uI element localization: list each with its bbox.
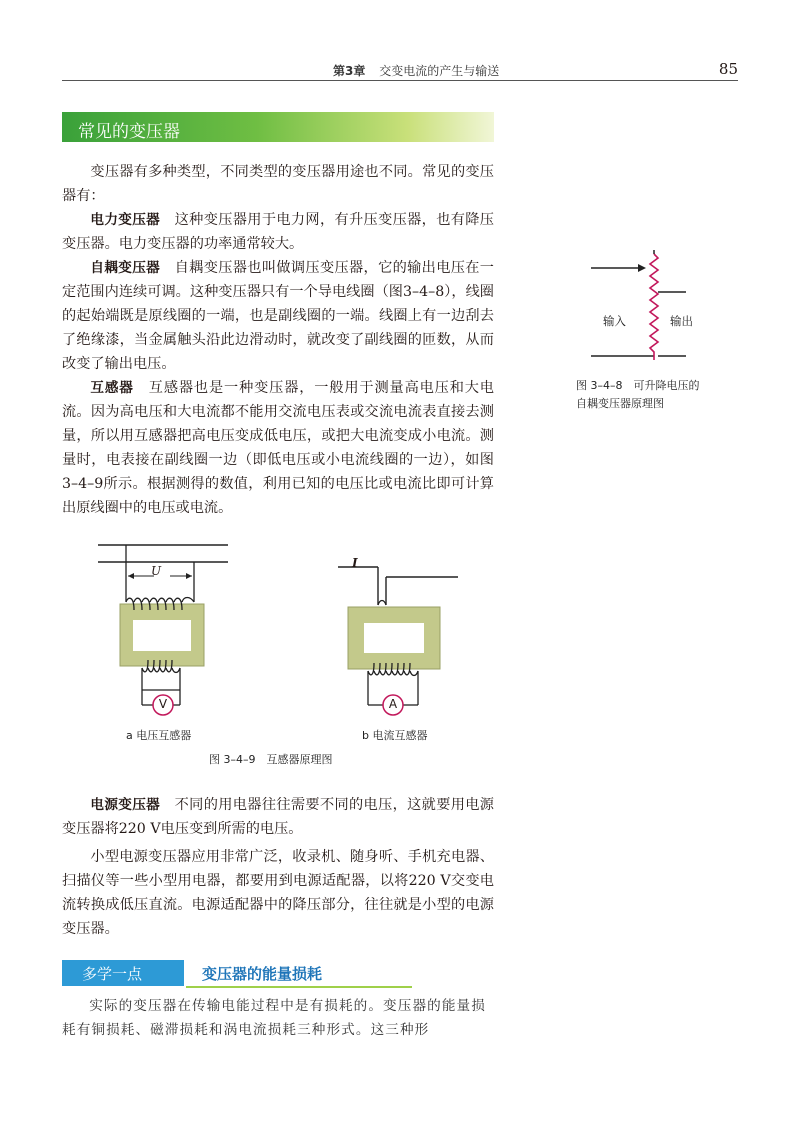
section-title: 常见的变压器 (78, 122, 180, 142)
body-text-lower (62, 793, 494, 941)
caption-3-4-8-line2: 自耦变压器原理图 (576, 397, 664, 410)
paragraph-instrument-text: 互感器也是一种变压器，一般用于测量高电压和大电流。因为高电压和大电流都不能用交流电压表或交流电流表直接去测量，所以用互感器把高电压变成低电压，或把大电流变成小电流。测量时，电表接在副线圈一边（即低电压或小电流线圈的一边），如图3–4–9所示。根据测得的数值，利用已知的电压比或电流比即可计算出原线圈中的电压或电流。 (62, 380, 494, 516)
label-input: 输入 (603, 314, 626, 328)
caption-figure-3-4-9: 图 3–4–9 互感器原理图 (209, 753, 333, 766)
sidebar-title: 变压器的能量损耗 (202, 965, 323, 983)
keyword-power-supply-transformer: 电源变压器 (90, 797, 161, 813)
sidebar-text (62, 994, 494, 1042)
header-divider (62, 80, 738, 81)
sidebar-paragraph: 实际的变压器在传输电能过程中是有损耗的。变压器的能量损耗有铜损耗、磁滞损耗和涡电流损耗三种形式。这三种形 (62, 998, 486, 1038)
chapter-title: 交变电流的产生与输送 (379, 64, 500, 78)
paragraph-power-text: 这种变压器用于电力网，有升压变压器，也有降压变压器。电力变压器的功率通常较大。 (62, 212, 494, 252)
keyword-power-transformer: 电力变压器 (90, 212, 161, 228)
subcaption-voltage-transformer: a 电压互感器 (126, 729, 192, 742)
paragraph-small: 小型电源变压器应用非常广泛，收录机、随身听、手机充电器、扫描仪等一些小型用电器，都要用到电源适配器，以将220 V交变电流转换成低压直流。电源适配器中的降压部分，往往就是小型的电源变压器。 (62, 849, 494, 937)
subcaption-current-transformer: b 电流互感器 (362, 729, 428, 742)
keyword-instrument-transformer: 互感器 (90, 380, 134, 396)
figure-voltage-transformer (98, 540, 233, 720)
page-number: 85 (718, 60, 738, 78)
figure-current-transformer (338, 555, 463, 720)
paragraph-instrument (62, 376, 494, 520)
figure-autotransformer-diagram (576, 250, 726, 365)
sidebar-tag-label: 多学一点 (82, 965, 143, 983)
paragraph-intro: 变压器有多种类型，不同类型的变压器用途也不同。常见的变压器有： (62, 164, 494, 204)
sidebar-title-bar (186, 960, 412, 988)
voltmeter-symbol: V (158, 697, 168, 711)
paragraph-power (62, 208, 494, 256)
paragraph-supply (62, 793, 494, 841)
paragraph-supply-text: 不同的用电器往往需要不同的电压，这就要用电源变压器将220 V电压变到所需的电压。 (62, 797, 494, 837)
caption-3-4-8-line1: 图 3–4–8 可升降电压的 (576, 379, 700, 392)
keyword-autotransformer: 自耦变压器 (90, 260, 161, 276)
sidebar-tag (62, 960, 184, 986)
chapter-number: 第3章 (333, 64, 366, 78)
ammeter-symbol: A (388, 697, 398, 711)
running-header (333, 62, 499, 79)
label-output: 输出 (670, 314, 693, 328)
label-current-i: I (352, 556, 358, 570)
paragraph-auto-text: 自耦变压器也叫做调压变压器，它的输出电压在一定范围内连续可调。这种变压器只有一个导电线圈（图3–4–8），线圈的起始端既是原线圈的一端，也是副线圈的一端。线圈上有一边刮去了绝缘漆，当金属触头沿此边滑动时，就改变了副线圈的匝数，从而改变了输出电压。 (62, 260, 494, 372)
label-voltage-u: U (151, 564, 162, 578)
paragraph-auto (62, 256, 494, 376)
body-text-upper (62, 160, 494, 520)
caption-figure-3-4-8 (576, 377, 700, 413)
section-heading (62, 112, 494, 142)
